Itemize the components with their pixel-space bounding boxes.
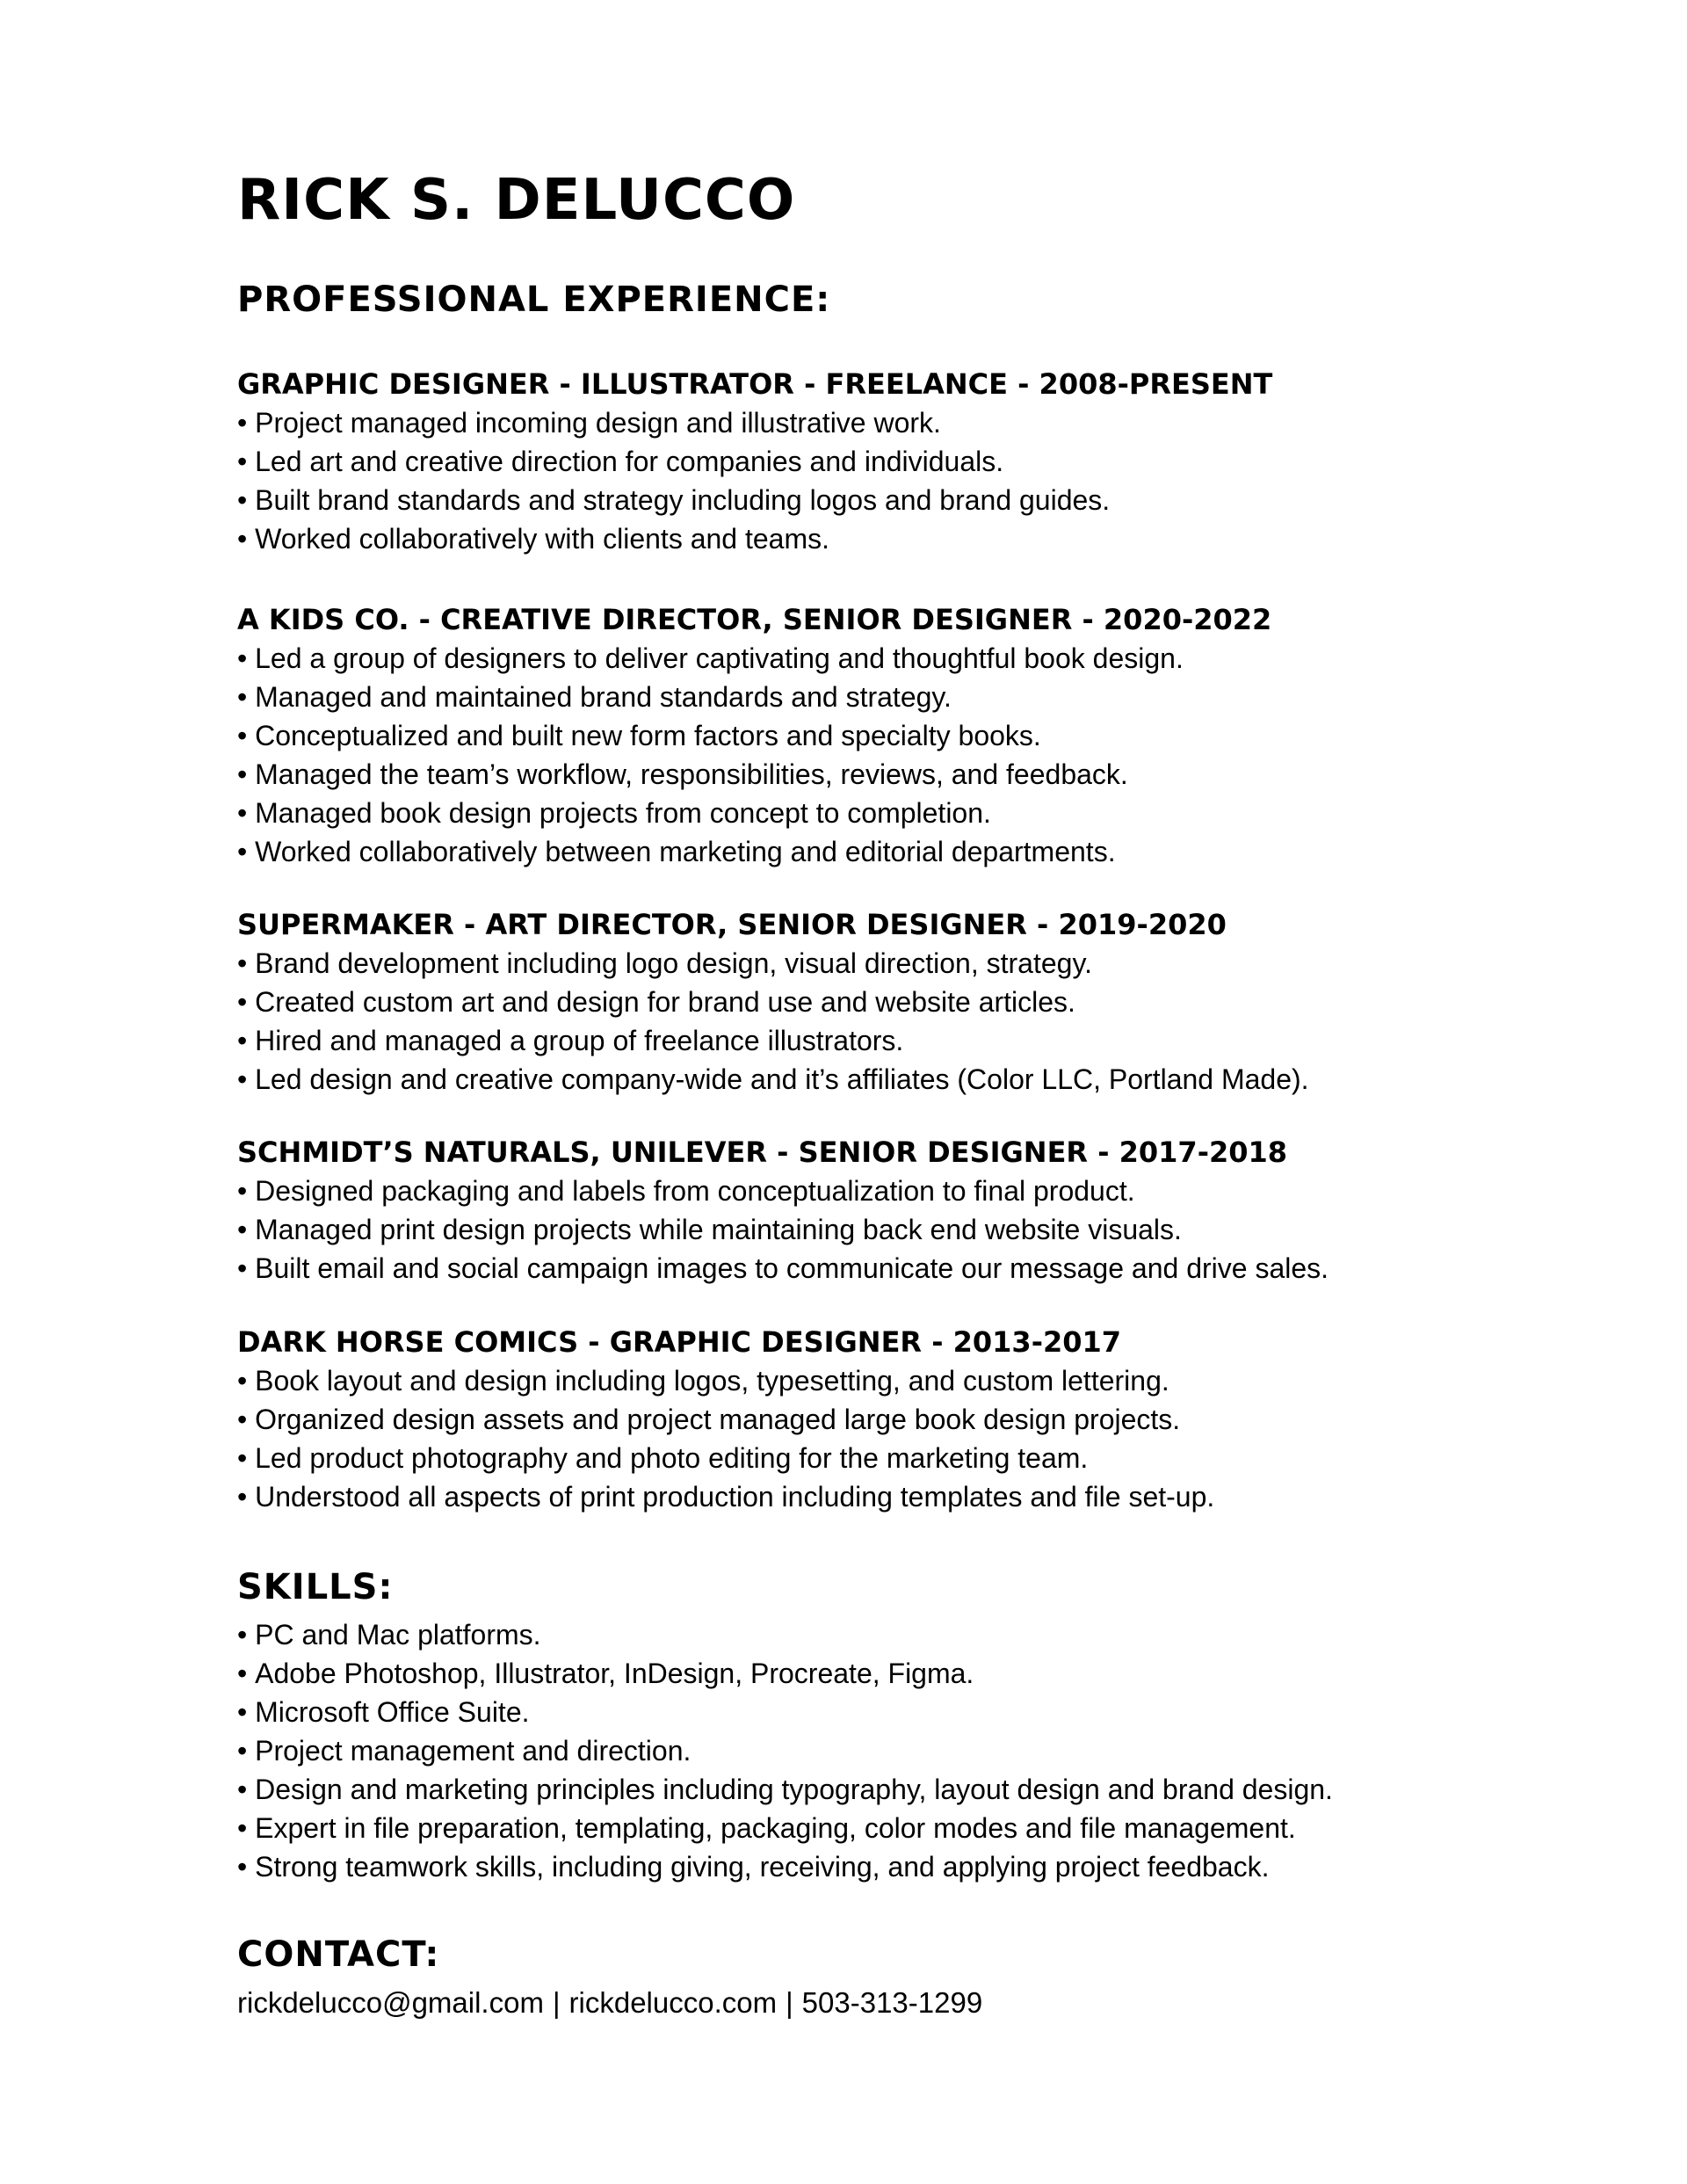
job-bullet: • Built brand standards and strategy including logos and brand guides. (237, 481, 1467, 519)
skill-item: • Expert in file preparation, templating, packaging, color modes and file management. (237, 1809, 1333, 1847)
skill-item: • Design and marketing principles including typography, layout design and brand design. (237, 1770, 1333, 1809)
job-bullet: • Built email and social campaign images to communicate our message and drive sales. (237, 1249, 1467, 1288)
job-bullets (237, 639, 1467, 871)
job-bullet: • Managed print design projects while maintaining back end website visuals. (237, 1210, 1467, 1249)
job-entry-dark-horse (237, 1323, 1467, 1516)
job-bullet: • Created custom art and design for brand use and website articles. (237, 983, 1467, 1021)
job-bullet: • Book layout and design including logos, typesetting, and custom lettering. (237, 1361, 1467, 1400)
experience-heading: PROFESSIONAL EXPERIENCE: (237, 279, 831, 320)
contact-separator: | (552, 1986, 561, 2019)
job-bullet: • Conceptualized and built new form factors and specialty books. (237, 716, 1467, 755)
job-bullet: • Hired and managed a group of freelance illustrators. (237, 1021, 1467, 1060)
skills-heading: SKILLS: (237, 1567, 394, 1607)
contact-line (237, 1983, 982, 2023)
job-bullet: • Brand development including logo design, visual direction, strategy. (237, 944, 1467, 983)
job-bullet: • Led design and creative company-wide and it’s affiliates (Color LLC, Portland Made). (237, 1060, 1467, 1099)
contact-phone[interactable]: 503-313-1299 (801, 1986, 983, 2019)
contact-email[interactable]: rickdelucco@gmail.com (237, 1986, 544, 2019)
job-title: DARK HORSE COMICS - GRAPHIC DESIGNER - 2013-2017 (237, 1325, 1122, 1359)
skill-item: • Microsoft Office Suite. (237, 1693, 1333, 1731)
job-entry-schmidts (237, 1133, 1467, 1288)
job-bullet: • Led product photography and photo editing for the marketing team. (237, 1439, 1467, 1477)
job-bullet: • Designed packaging and labels from conceptualization to final product. (237, 1172, 1467, 1210)
job-bullets (237, 1172, 1467, 1288)
job-bullet: • Worked collaboratively between marketing and editorial departments. (237, 832, 1467, 871)
job-bullet: • Led a group of designers to deliver captivating and thoughtful book design. (237, 639, 1467, 678)
job-entry-supermaker (237, 905, 1467, 1099)
resume-name: RICK S. DELUCCO (237, 168, 796, 233)
job-bullets (237, 944, 1467, 1099)
skill-item: • Project management and direction. (237, 1731, 1333, 1770)
skill-item: • PC and Mac platforms. (237, 1615, 1333, 1654)
job-entry-a-kids-co (237, 600, 1467, 871)
job-entry-freelance (237, 365, 1467, 558)
job-title: SCHMIDT’S NATURALS, UNILEVER - SENIOR DESIGNER - 2017-2018 (237, 1136, 1288, 1169)
job-bullet: • Led art and creative direction for companies and individuals. (237, 442, 1467, 481)
job-bullets (237, 403, 1467, 558)
job-title: GRAPHIC DESIGNER - ILLUSTRATOR - FREELANCE - 2008-PRESENT (237, 367, 1273, 401)
job-bullet: • Managed and maintained brand standards and strategy. (237, 678, 1467, 716)
job-bullet: • Managed the team’s workflow, responsibilities, reviews, and feedback. (237, 755, 1467, 794)
contact-separator: | (786, 1986, 793, 2019)
job-bullet: • Organized design assets and project managed large book design projects. (237, 1400, 1467, 1439)
skills-list (237, 1615, 1333, 1886)
job-bullet: • Worked collaboratively with clients and teams. (237, 519, 1467, 558)
skill-item: • Adobe Photoshop, Illustrator, InDesign, Procreate, Figma. (237, 1654, 1333, 1693)
job-title: SUPERMAKER - ART DIRECTOR, SENIOR DESIGNER - 2019-2020 (237, 908, 1227, 941)
skill-item: • Strong teamwork skills, including giving, receiving, and applying project feedback. (237, 1847, 1333, 1886)
job-bullets (237, 1361, 1467, 1516)
job-bullet: • Managed book design projects from concept to completion. (237, 794, 1467, 832)
job-title: A KIDS CO. - CREATIVE DIRECTOR, SENIOR DESIGNER - 2020-2022 (237, 603, 1272, 636)
contact-heading: CONTACT: (237, 1934, 440, 1975)
contact-website[interactable]: rickdelucco.com (568, 1986, 778, 2019)
job-bullet: • Understood all aspects of print production including templates and file set-up. (237, 1477, 1467, 1516)
job-bullet: • Project managed incoming design and illustrative work. (237, 403, 1467, 442)
